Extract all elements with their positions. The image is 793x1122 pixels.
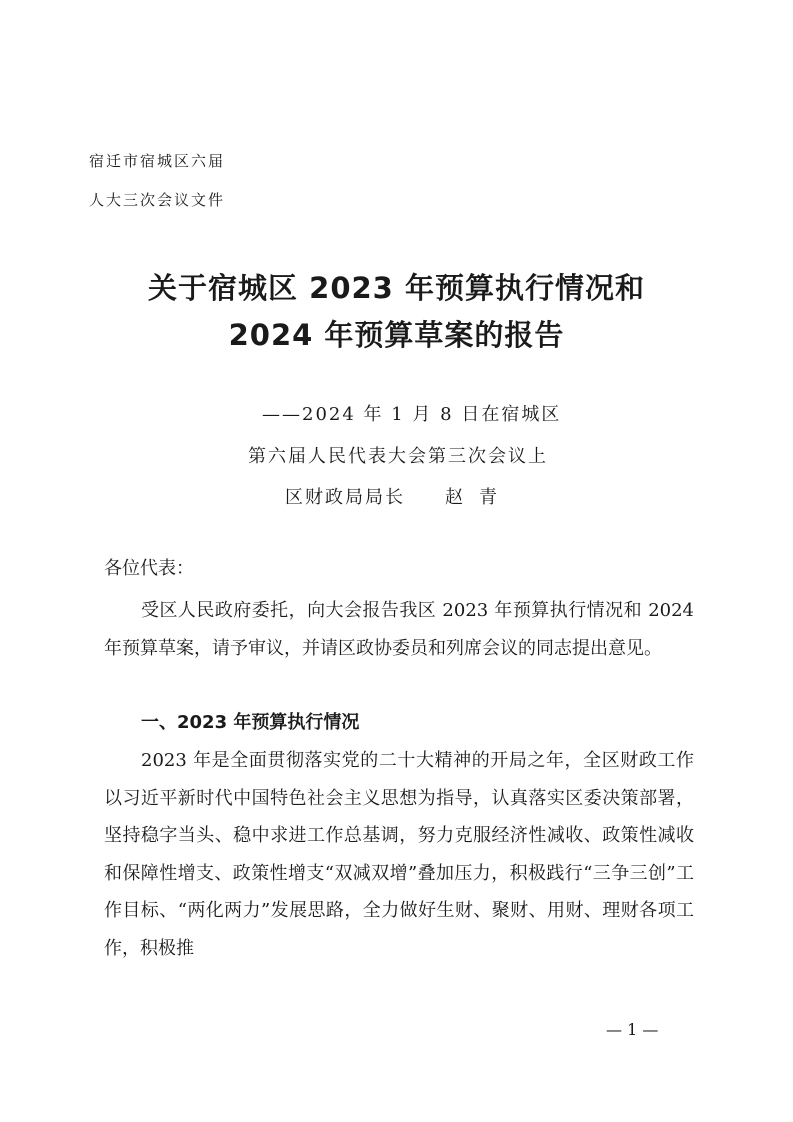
author-role: 区财政局局长 [285, 487, 405, 508]
report-title-line-2: 2024 年预算草案的报告 [228, 318, 565, 352]
report-title-line-1: 关于宿城区 2023 年预算执行情况和 [148, 271, 645, 305]
document-header-line-2: 人大三次会议文件 [89, 191, 226, 209]
subtitle-author-line [285, 483, 513, 509]
intro-paragraph: 受区人民政府委托，向大会报告我区 2023 年预算执行情况和 2024 年预算草案，请予审议，并请区政协委员和列席会议的同志提出意见。 [104, 600, 694, 659]
page-number: — 1 — [606, 1020, 659, 1039]
subtitle-date-line: ——2024 年 1 月 8 日在宿城区 [262, 404, 562, 425]
subtitle-meeting-line: 第六届人民代表大会第三次会议上 [248, 446, 548, 467]
document-header-line-1: 宿迁市宿城区六届 [89, 152, 226, 170]
section-1-heading: 一、2023 年预算执行情况 [141, 712, 360, 733]
section-1-paragraph: 2023 年是全面贯彻落实党的二十大精神的开局之年，全区财政工作以习近平新时代中国特色社会主义思想为指导，认真落实区委决策部署，坚持稳字当头、稳中求进工作总基调，努力克服经济性减收、政策性减收和保障性增支、政策性增支“双减双增”叠加压力，积极践行“三争三创”工作目标、“两化两力”发展思路，全力做好生财、聚财、用财、理财各项工作，积极推 [104, 750, 694, 959]
author-name: 赵青 [445, 487, 513, 508]
greeting: 各位代表： [104, 558, 194, 579]
